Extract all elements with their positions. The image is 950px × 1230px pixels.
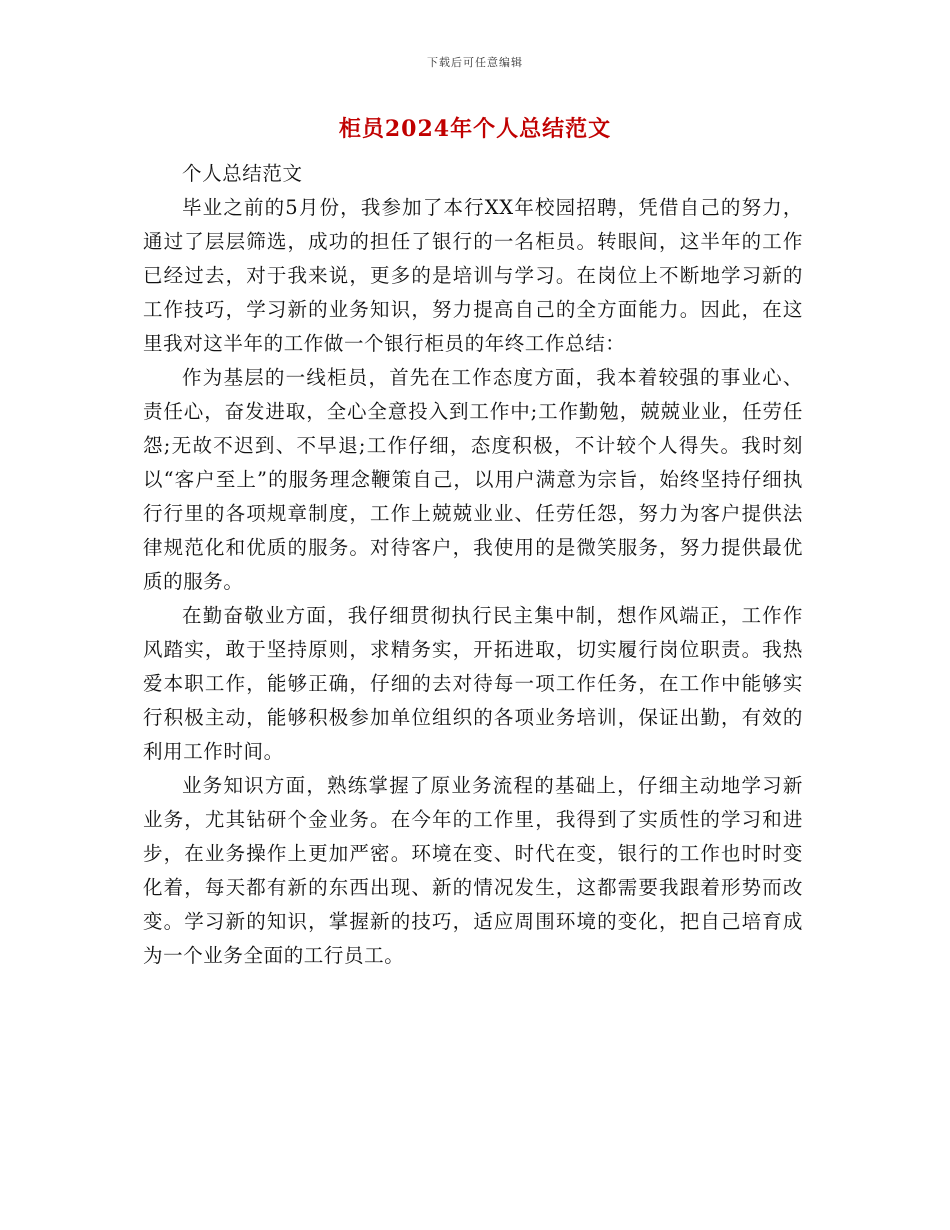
- header-note: 下载后可任意编辑: [427, 56, 523, 69]
- paragraph: 业务知识方面，熟练掌握了原业务流程的基础上，仔细主动地学习新业务，尤其钻研个金业务。在今年的工作里，我得到了实质性的学习和进步，在业务操作上更加严密。环境在变、时代在变，银行的工作也时时变化着，每天都有新的东西出现、新的情况发生，这都需要我跟着形势而改变。学习新的知识，掌握新的技巧，适应周围环境的变化，把自己培育成为一个业务全面的工行员工。: [143, 774, 803, 967]
- paragraph: 作为基层的一线柜员，首先在工作态度方面，我本着较强的事业心、责任心，奋发进取，全心全意投入到工作中;工作勤勉，兢兢业业，任劳任怨;无故不迟到、不早退;工作仔细，态度积极，不计较个人得失。我时刻以“客户至上”的服务理念鞭策自己，以用户满意为宗旨，始终坚持仔细执行行里的各项规章制度，工作上兢兢业业、任劳任怨，努力为客户提供法律规范化和优质的服务。对待客户，我使用的是微笑服务，努力提供最优质的服务。: [143, 366, 803, 593]
- paragraph: 毕业之前的5月份，我参加了本行XX年校园招聘，凭借自己的努力，通过了层层筛选，成功的担任了银行的一名柜员。转眼间，这半年的工作已经过去，对于我来说，更多的是培训与学习。在岗位上不断地学习新的工作技巧，学习新的业务知识，努力提高自己的全方面能力。因此，在这里我对这半年的工作做一个银行柜员的年终工作总结：: [143, 196, 803, 355]
- document-body: [143, 157, 803, 973]
- paragraph-subtitle: 个人总结范文: [182, 162, 303, 185]
- paragraph: 在勤奋敬业方面，我仔细贯彻执行民主集中制，想作风端正，工作作风踏实，敢于坚持原则，求精务实，开拓进取，切实履行岗位职责。我热爱本职工作，能够正确，仔细的去对待每一项工作任务，在工作中能够实行积极主动，能够积极参加单位组织的各项业务培训，保证出勤，有效的利用工作时间。: [143, 604, 803, 763]
- document-title: 柜员2024年个人总结范文: [338, 116, 612, 142]
